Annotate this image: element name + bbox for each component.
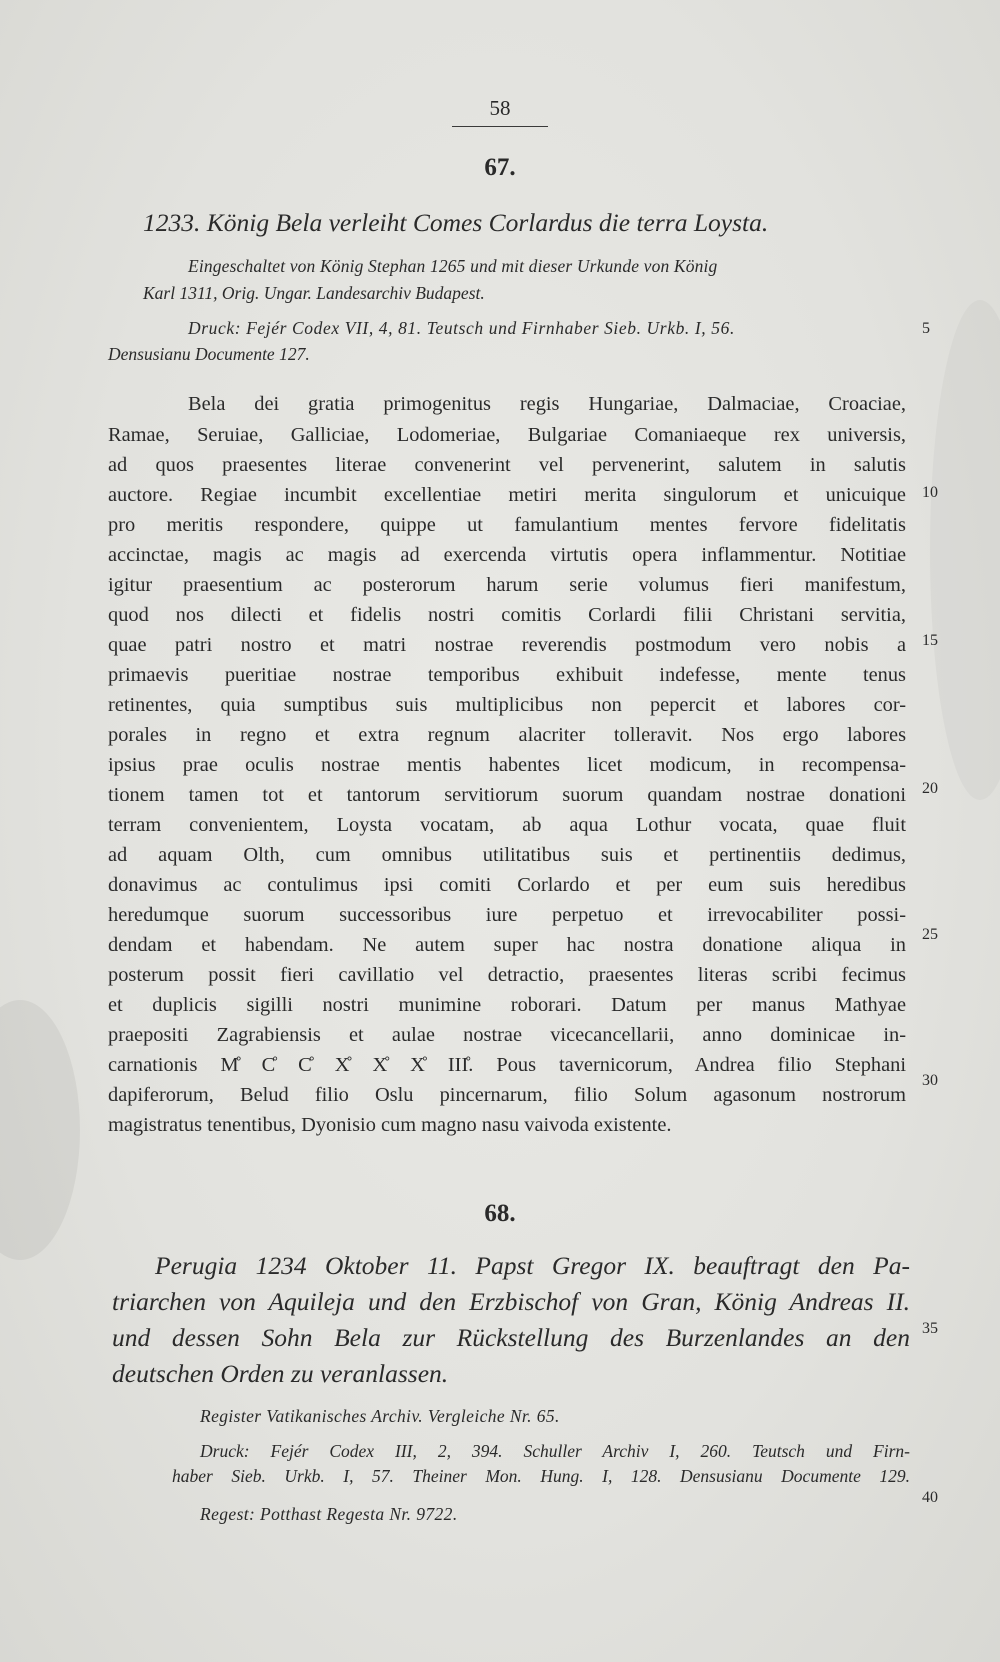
body-line-11: retinentes, quia sumptibus suis multiplicibus non pepercit et labores cor- xyxy=(108,694,906,716)
body-line-9: quae patri nostro et matri nostrae reverendis postmodum vero nobis a xyxy=(108,634,906,656)
body-line-10: primaevis pueritiae nostrae temporibus exhibuit indefesse, mente tenus xyxy=(108,664,906,686)
page-number-rule xyxy=(452,126,548,127)
body-line-3: ad quos praesentes literae convenerint vel pervenerint, salutem in salutis xyxy=(108,454,906,476)
note-line-67-2: Karl 1311, Orig. Ungar. Landesarchiv Budapest. xyxy=(143,283,485,303)
document-heading-67: 1233. König Bela verleiht Comes Corlardus die terra Loysta. xyxy=(143,208,769,237)
body-line-24: dapiferorum, Belud filio Oslu pincernarum, filio Solum agasonum nostrorum xyxy=(108,1084,906,1106)
document-number-67: 67. xyxy=(484,154,516,181)
body-line-12: porales in regno et extra regnum alacriter tolleravit. Nos ergo labores xyxy=(108,724,906,746)
body-line-20: posterum possit fieri cavillatio vel detractio, praesentes literas scribi fecimus xyxy=(108,964,906,986)
note-line-67-4: Densusianu Documente 127. xyxy=(108,344,310,364)
margin-line-number-25: 25 xyxy=(922,926,938,943)
body-line-5: pro meritis respondere, quippe ut famulantium mentes fervore fidelitatis xyxy=(108,514,906,536)
note-line-68-4: Regest: Potthast Regesta Nr. 9722. xyxy=(200,1504,458,1524)
body-line-2: Ramae, Seruiae, Galliciae, Lodomeriae, Bulgariae Comaniaeque rex universis, xyxy=(108,424,906,446)
document-number-68: 68. xyxy=(484,1200,516,1227)
document-heading-68-line-1: Perugia 1234 Oktober 11. Papst Gregor IX. beauftragt den Pa- xyxy=(155,1251,910,1280)
body-line-1: Bela dei gratia primogenitus regis Hungariae, Dalmaciae, Croaciae, xyxy=(188,393,906,415)
body-line-15: terram convenientem, Loysta vocatam, ab aqua Lothur vocata, quae fluit xyxy=(108,814,906,836)
margin-line-number-5: 5 xyxy=(922,320,930,337)
margin-line-number-40: 40 xyxy=(922,1489,938,1506)
body-line-17: donavimus ac contulimus ipsi comiti Corlardo et per eum suis heredibus xyxy=(108,874,906,896)
document-heading-68-line-4: deutschen Orden zu veranlassen. xyxy=(112,1359,449,1388)
document-heading-68-line-2: triarchen von Aquileja und den Erzbischof von Gran, König Andreas II. xyxy=(112,1287,910,1316)
body-line-13: ipsius prae oculis nostrae mentis habentes licet modicum, in recompensa- xyxy=(108,754,906,776)
body-line-25: magistratus tenentibus, Dyonisio cum magno nasu vaivoda existente. xyxy=(108,1114,672,1136)
note-line-68-3: haber Sieb. Urkb. I, 57. Theiner Mon. Hung. I, 128. Densusianu Documente 129. xyxy=(172,1466,910,1486)
margin-line-number-10: 10 xyxy=(922,484,938,501)
body-line-14: tionem tamen tot et tantorum servitiorum suorum quandam nostrae donationi xyxy=(108,784,906,806)
body-line-6: accinctae, magis ac magis ad exercenda virtutis opera inflammentur. Notitiae xyxy=(108,544,906,566)
margin-line-number-15: 15 xyxy=(922,632,938,649)
body-line-23: carnationis M̊ C̊ C̊ X̊ X̊ X̊ III̊. Pous tavernicorum, Andrea filio Stephani xyxy=(108,1054,906,1076)
note-line-67-1: Eingeschaltet von König Stephan 1265 und mit dieser Urkunde von König xyxy=(188,256,718,276)
body-line-8: quod nos dilecti et fidelis nostri comitis Corlardi filii Christani servitia, xyxy=(108,604,906,626)
body-line-19: dendam et habendam. Ne autem super hac nostra donatione aliqua in xyxy=(108,934,906,956)
margin-line-number-20: 20 xyxy=(922,780,938,797)
body-line-4: auctore. Regiae incumbit excellentiae metiri merita singulorum et unicuique xyxy=(108,484,906,506)
note-line-68-1: Register Vatikanisches Archiv. Vergleiche Nr. 65. xyxy=(200,1406,560,1426)
body-line-16: ad aquam Olth, cum omnibus utilitatibus suis et pertinentiis dedimus, xyxy=(108,844,906,866)
margin-line-number-30: 30 xyxy=(922,1072,938,1089)
note-line-68-2: Druck: Fejér Codex III, 2, 394. Schuller Archiv I, 260. Teutsch und Firn- xyxy=(200,1441,910,1461)
body-line-18: heredumque suorum successoribus iure perpetuo et irrevocabiliter possi- xyxy=(108,904,906,926)
body-line-21: et duplicis sigilli nostri munimine roborari. Datum per manus Mathyae xyxy=(108,994,906,1016)
body-line-7: igitur praesentium ac posterorum harum serie volumus fieri manifestum, xyxy=(108,574,906,596)
page-shadow-right xyxy=(930,300,1000,800)
body-line-22: praepositi Zagrabiensis et aulae nostrae vicecancellarii, anno dominicae in- xyxy=(108,1024,906,1046)
note-line-67-3: Druck: Fejér Codex VII, 4, 81. Teutsch und Firnhaber Sieb. Urkb. I, 56. xyxy=(188,318,735,338)
margin-line-number-35: 35 xyxy=(922,1320,938,1337)
page-number: 58 xyxy=(489,96,511,120)
document-heading-68-line-3: und dessen Sohn Bela zur Rückstellung des Burzenlandes an den xyxy=(112,1323,910,1352)
